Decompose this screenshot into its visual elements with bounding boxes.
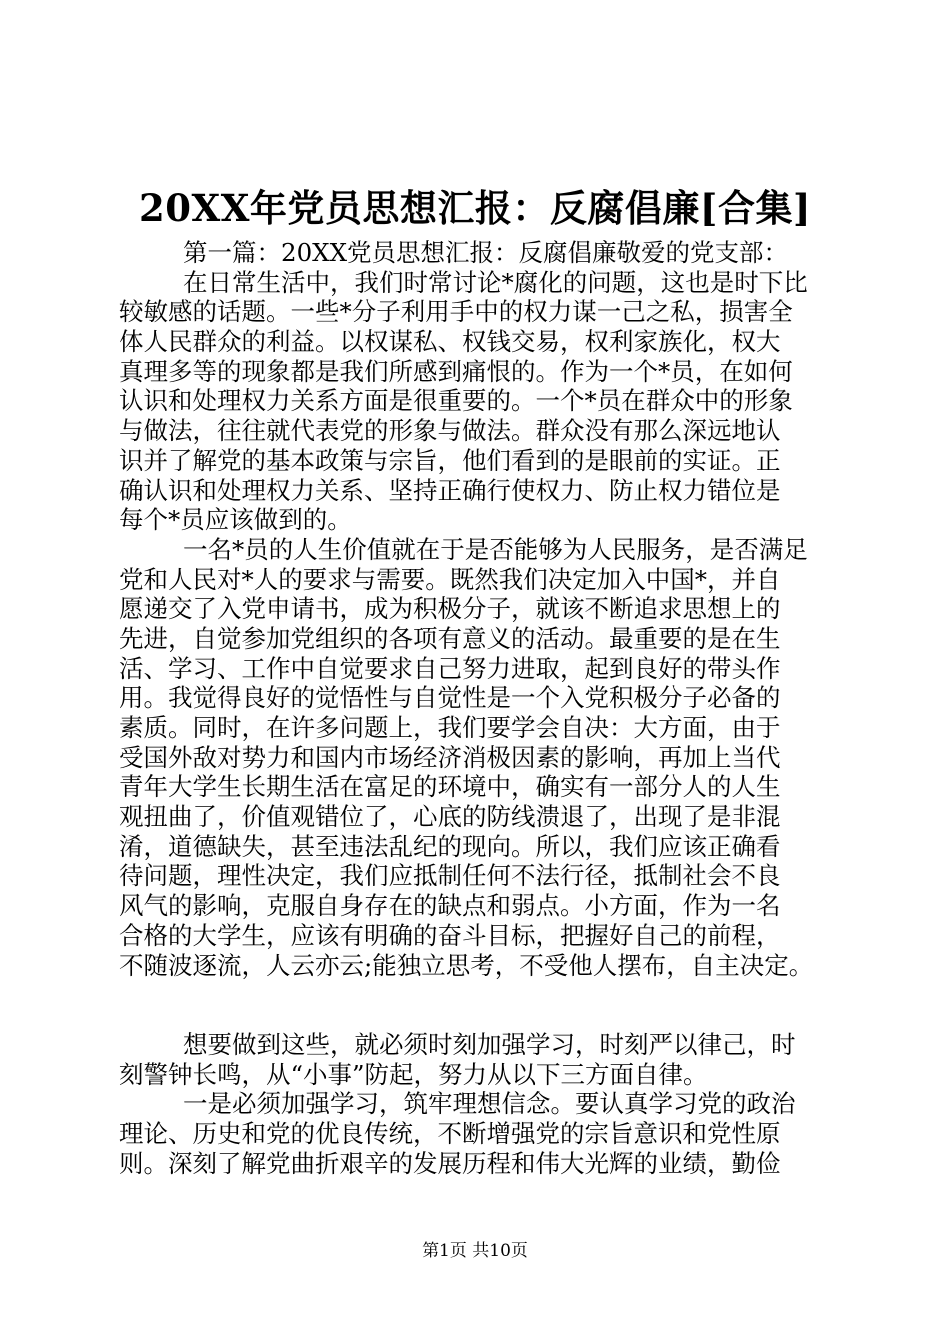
document-title: 20XX年党员思想汇报：反腐倡廉[合集]	[139, 186, 811, 230]
text-line: 每个*员应该做到的。	[119, 505, 352, 535]
text-line: 青年大学生长期生活在富足的环境中，确实有一部分人的人生	[119, 772, 781, 802]
text-line: 一名*员的人生价值就在于是否能够为人民服务，是否满足	[183, 534, 808, 564]
text-line: 风气的影响，克服自身存在的缺点和弱点。小方面，作为一名	[119, 891, 781, 921]
text-line: 想要做到这些，就必须时刻加强学习，时刻严以律己，时	[183, 1029, 796, 1059]
text-line: 识并了解党的基本政策与宗旨，他们看到的是眼前的实证。正	[119, 445, 781, 475]
text-line: 观扭曲了，价值观错位了，心底的防线溃退了，出现了是非混	[119, 802, 781, 832]
text-line: 活、学习、工作中自觉要求自己努力进取，起到良好的带头作	[119, 653, 781, 683]
text-line: 待问题，理性决定，我们应抵制任何不法行径，抵制社会不良	[119, 861, 781, 891]
text-line: 淆，道德缺失，甚至违法乱纪的现向。所以，我们应该正确看	[119, 831, 781, 861]
text-line: 合格的大学生，应该有明确的奋斗目标，把握好自己的前程，	[119, 920, 781, 950]
text-line: 愿递交了入党申请书，成为积极分子，就该不断追求思想上的	[119, 594, 781, 624]
paragraph-gap	[119, 1010, 839, 1030]
text-line: 真理多等的现象都是我们所感到痛恨的。作为一个*员，在如何	[119, 356, 793, 386]
page-footer: 第1页 共10页	[422, 1241, 528, 1261]
text-line: 先进，自觉参加党组织的各项有意义的活动。最重要的是在生	[119, 623, 781, 653]
text-line: 认识和处理权力关系方面是很重要的。一个*员在群众中的形象	[119, 386, 793, 416]
blank-line	[119, 980, 839, 1010]
document-body	[119, 238, 839, 1178]
text-line: 在日常生活中，我们时常讨论*腐化的问题，这也是时下比	[183, 267, 808, 297]
text-line: 党和人民对*人的要求与需要。既然我们决定加入中国*，并自	[119, 564, 781, 594]
text-line: 一是必须加强学习，筑牢理想信念。要认真学习党的政治	[183, 1089, 796, 1119]
text-line: 受国外敌对势力和国内市场经济消极因素的影响，再加上当代	[119, 742, 781, 772]
text-line: 与做法，往往就代表党的形象与做法。群众没有那么深远地认	[119, 416, 781, 446]
text-line: 用。我觉得良好的觉悟性与自觉性是一个入党积极分子必备的	[119, 683, 781, 713]
text-line: 理论、历史和党的优良传统，不断增强党的宗旨意识和党性原	[119, 1118, 781, 1148]
text-line: 较敏感的话题。一些*分子利用手中的权力谋一己之私，损害全	[119, 297, 793, 327]
text-line: 不随波逐流，人云亦云;能独立思考，不受他人摆布，自主决定。	[119, 950, 814, 980]
text-line: 刻警钟长鸣，从“小事”防起，努力从以下三方面自律。	[119, 1059, 708, 1089]
text-line: 体人民群众的利益。以权谋私、权钱交易，权利家族化，权大	[119, 327, 781, 357]
text-line: 则。深刻了解党曲折艰辛的发展历程和伟大光辉的业绩，勤俭	[119, 1148, 781, 1178]
text-line: 素质。同时，在许多问题上，我们要学会自决：大方面，由于	[119, 713, 781, 742]
text-line: 确认识和处理权力关系、坚持正确行使权力、防止权力错位是	[119, 475, 781, 505]
text-line: 第一篇：20XX党员思想汇报：反腐倡廉敬爱的党支部：	[183, 238, 789, 267]
